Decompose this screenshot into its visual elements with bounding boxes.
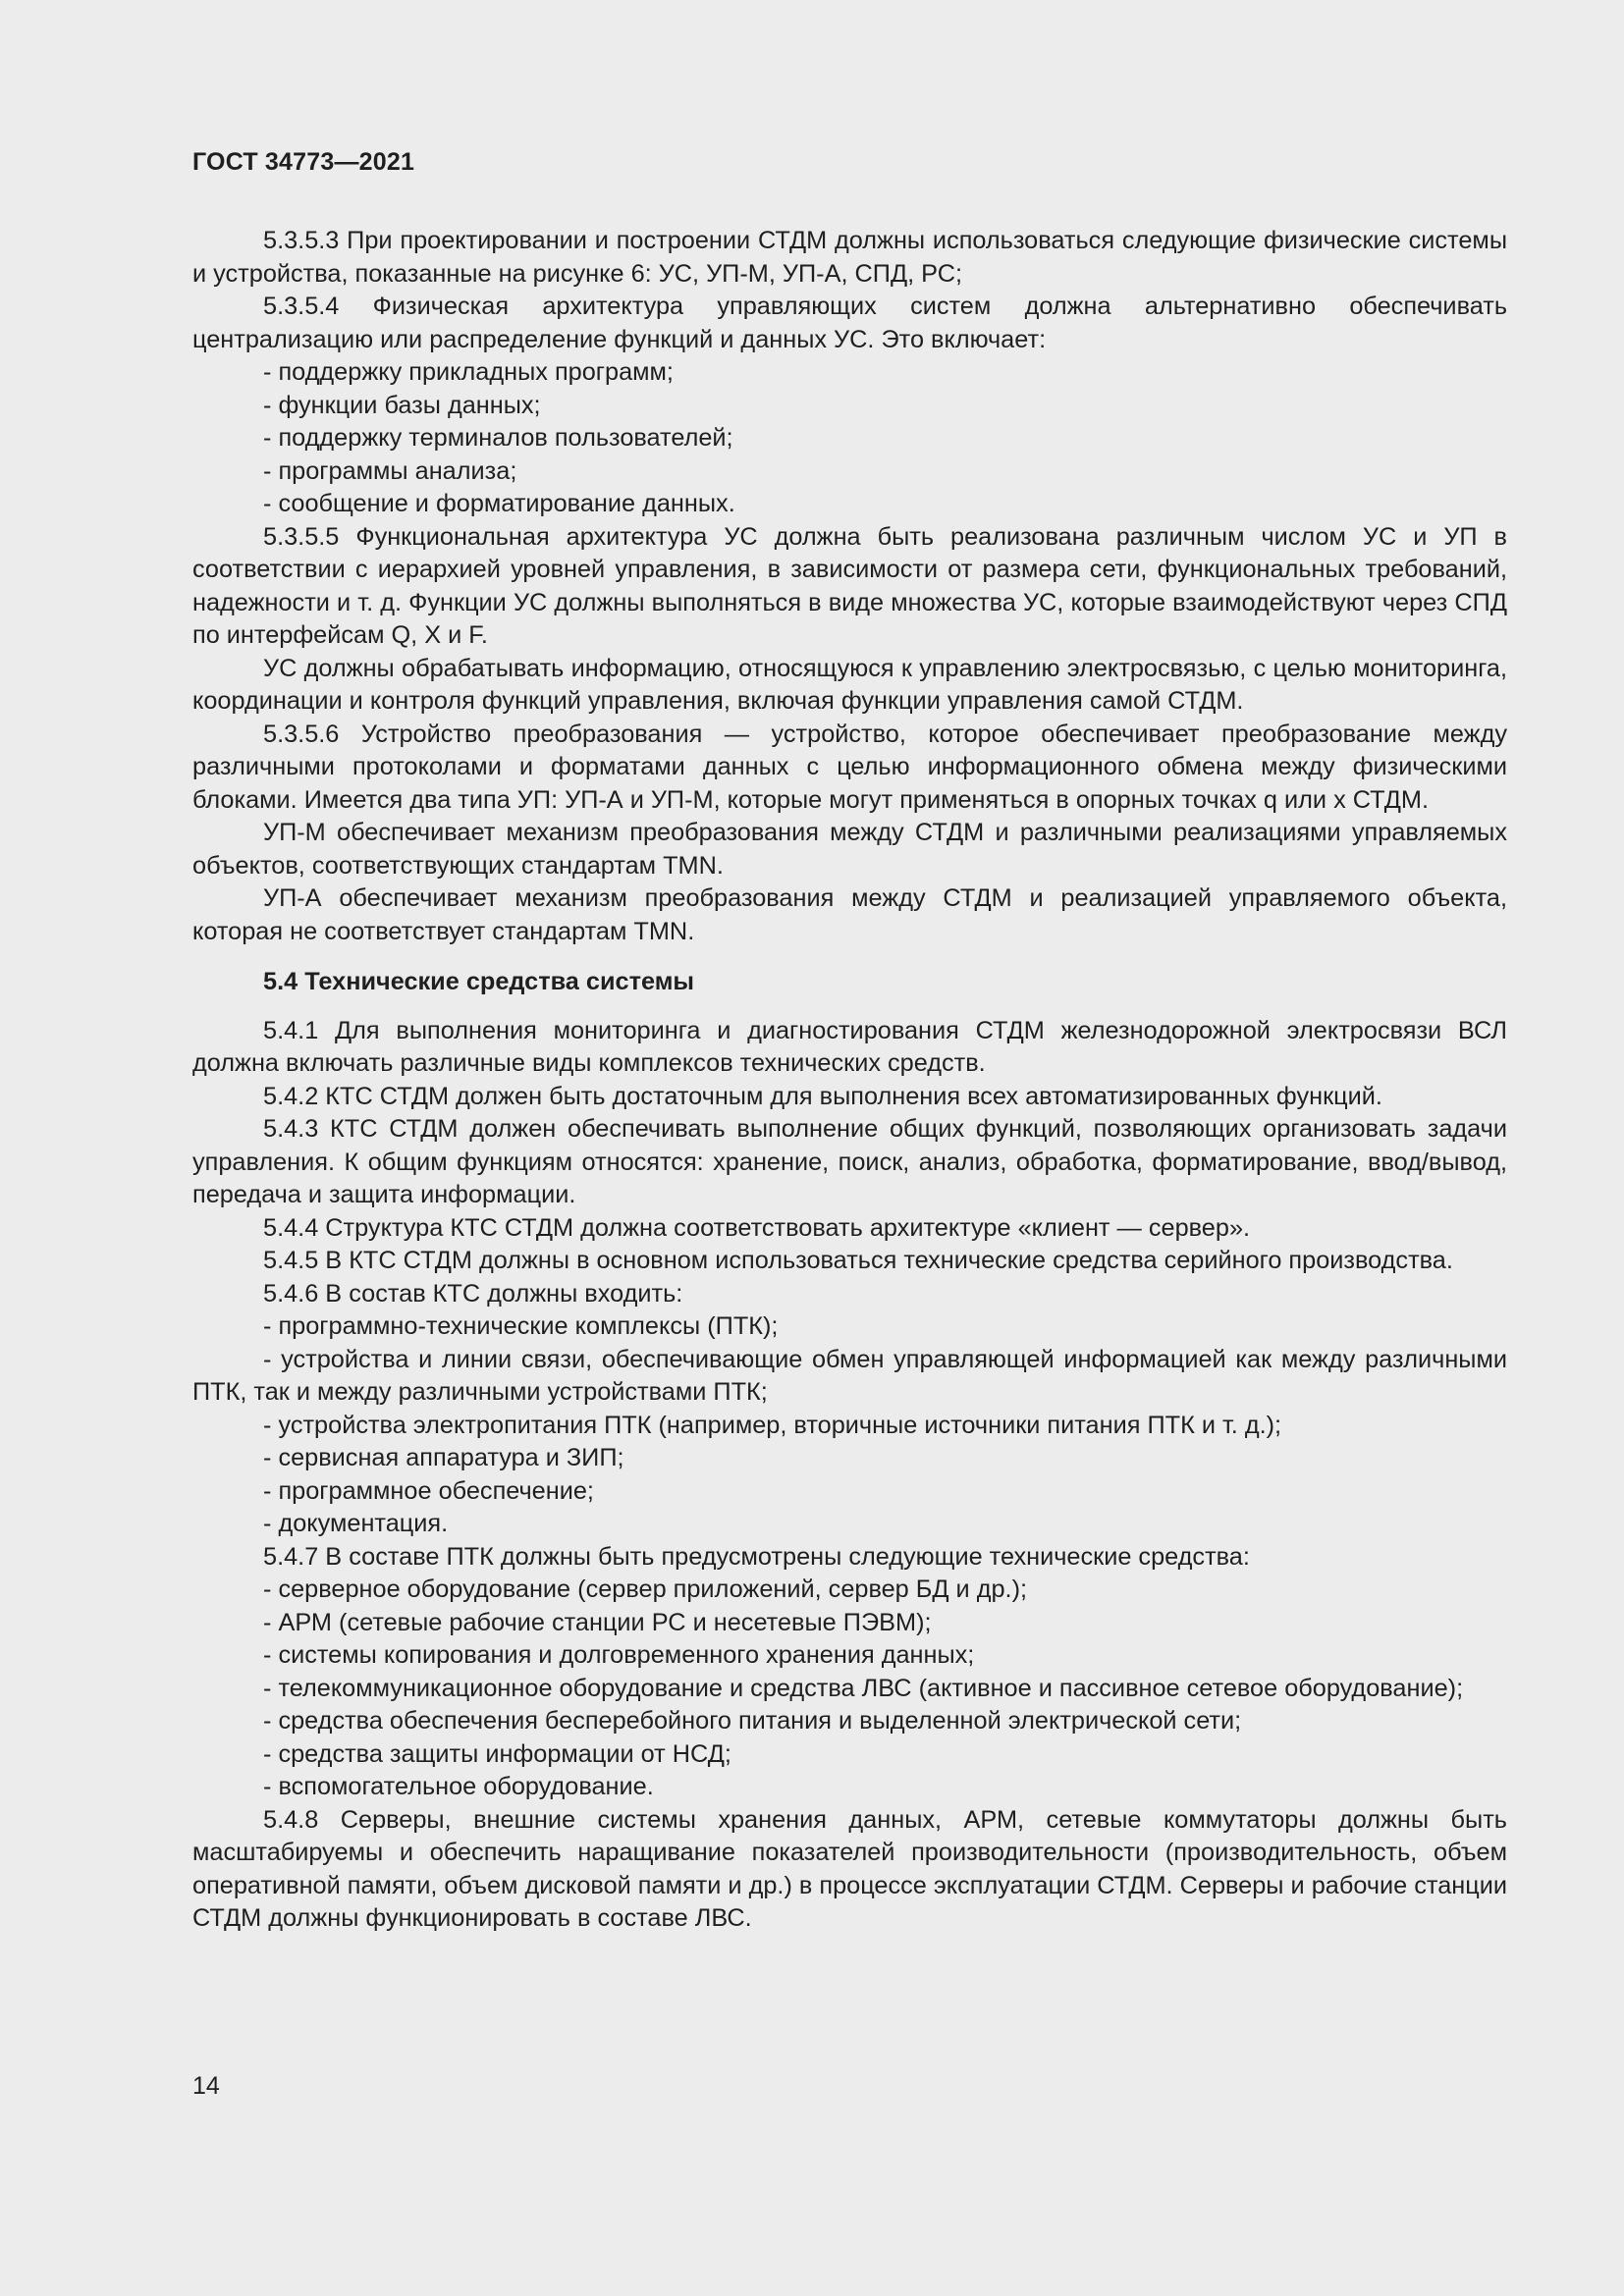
paragraph-5-4-3: 5.4.3 КТС СТДМ должен обеспечивать выполнение общих функций, позволяющих организовать задачи управления. К общим функциям относятся: хранение, поиск, анализ, обработка, форматирование, ввод/вывод, передача и защита информации. — [192, 1115, 1507, 1208]
list-item: - средства защиты информации от НСД; — [263, 1739, 731, 1768]
paragraph-up-m: УП-М обеспечивает механизм преобразования между СТДМ и различными реализациями управляемых объектов, соответствующих стандартам TMN. — [192, 819, 1507, 880]
list-item: - телекоммуникационное оборудование и средства ЛВС (активное и пассивное сетевое оборудование); — [263, 1674, 1464, 1702]
list-item: - серверное оборудование (сервер приложений, сервер БД и др.); — [263, 1575, 1028, 1603]
list-item: - сервисная аппаратура и ЗИП; — [263, 1444, 624, 1471]
paragraph-us: УС должны обрабатывать информацию, относящуюся к управлению электросвязью, с целью мониторинга, координации и контроля функций управления, включая функции управления самой СТДМ. — [192, 654, 1507, 715]
list-item: - документация. — [263, 1510, 449, 1537]
paragraph-5-3-5-5: 5.3.5.5 Функциональная архитектура УС должна быть реализована различным числом УС и УП в соответствии с иерархией уровней управления, в зависимости от размера сети, функциональных требований, надежности и т. д. Функции УС должны выполняться в виде множества УС, которые взаимодействуют через СПД по интерфейсам Q, X и F. — [192, 522, 1507, 649]
paragraph-5-4-1: 5.4.1 Для выполнения мониторинга и диагностирования СТДМ железнодорожной электросвязи ВСЛ должна включать различные виды комплексов технических средств. — [192, 1016, 1507, 1077]
paragraph-5-4-5: 5.4.5 В КТС СТДМ должны в основном использоваться технические средства серийного производства. — [263, 1247, 1453, 1274]
list-item: - сообщение и форматирование данных. — [263, 490, 735, 517]
list-item: - средства обеспечения бесперебойного питания и выделенной электрической сети; — [263, 1707, 1242, 1735]
list-item: - программно-технические комплексы (ПТК); — [263, 1312, 779, 1340]
list-item: - поддержку терминалов пользователей; — [263, 424, 733, 452]
list-item: - вспомогательное оборудование. — [263, 1773, 654, 1800]
page-number: 14 — [192, 2072, 220, 2100]
page-content — [192, 225, 1507, 1936]
paragraph-5-4-7: 5.4.7 В составе ПТК должны быть предусмотрены следующие технические средства: — [263, 1542, 1250, 1571]
paragraph-up-a: УП-А обеспечивает механизм преобразования между СТДМ и реализацией управляемого объекта, которая не соответствует стандартам TMN. — [192, 884, 1507, 945]
paragraph-5-3-5-4: 5.3.5.4 Физическая архитектура управляющих систем должна альтернативно обеспечивать централизацию или распределение функций и данных УС. Это включает: — [192, 293, 1507, 353]
list-item: - устройства электропитания ПТК (например, вторичные источники питания ПТК и т. д.); — [263, 1411, 1282, 1439]
paragraph-5-4-4: 5.4.4 Структура КТС СТДМ должна соответствовать архитектуре «клиент — сервер». — [263, 1213, 1251, 1242]
list-item: - программное обеспечение; — [263, 1476, 594, 1505]
paragraph-5-4-6: 5.4.6 В состав КТС должны входить: — [263, 1279, 683, 1308]
list-item: - системы копирования и долговременного хранения данных; — [263, 1641, 975, 1669]
list-item: - АРМ (сетевые рабочие станции РС и несетевые ПЭВМ); — [263, 1608, 932, 1636]
list-item: - устройства и линии связи, обеспечивающие обмен управляющей информацией как между различными ПТК, так и между различными устройствами ПТК; — [192, 1345, 1507, 1406]
section-heading-5-4: 5.4 Технические средства системы — [263, 968, 695, 995]
list-item: - программы анализа; — [263, 456, 517, 485]
list-item: - поддержку прикладных программ; — [263, 358, 674, 386]
list-item: - функции базы данных; — [263, 391, 541, 419]
paragraph-5-4-8: 5.4.8 Серверы, внешние системы хранения данных, АРМ, сетевые коммутаторы должны быть масштабируемы и обеспечить наращивание показателей производительности (производительность, объем оперативной памяти, объем дисковой памяти и др.) в процессе эксплуатации СТДМ. Серверы и рабочие станции СТДМ должны функционировать в составе ЛВС. — [192, 1805, 1507, 1932]
paragraph-5-4-2: 5.4.2 КТС СТДМ должен быть достаточным для выполнения всех автоматизированных функций. — [263, 1082, 1382, 1110]
paragraph-5-3-5-3: 5.3.5.3 При проектировании и построении СТДМ должны использоваться следующие физические системы и устройства, показанные на рисунке 6: УС, УП-М, УП-А, СПД, РС; — [192, 227, 1507, 288]
standard-header: ГОСТ 34773—2021 — [192, 148, 415, 176]
paragraph-5-3-5-6: 5.3.5.6 Устройство преобразования — устройство, которое обеспечивает преобразование между различными протоколами и форматами данных с целью информационного обмена между физическими блоками. Имеется два типа УП: УП-А и УП-М, которые могут применяться в опорных точках q или x СТДМ. — [192, 720, 1507, 814]
